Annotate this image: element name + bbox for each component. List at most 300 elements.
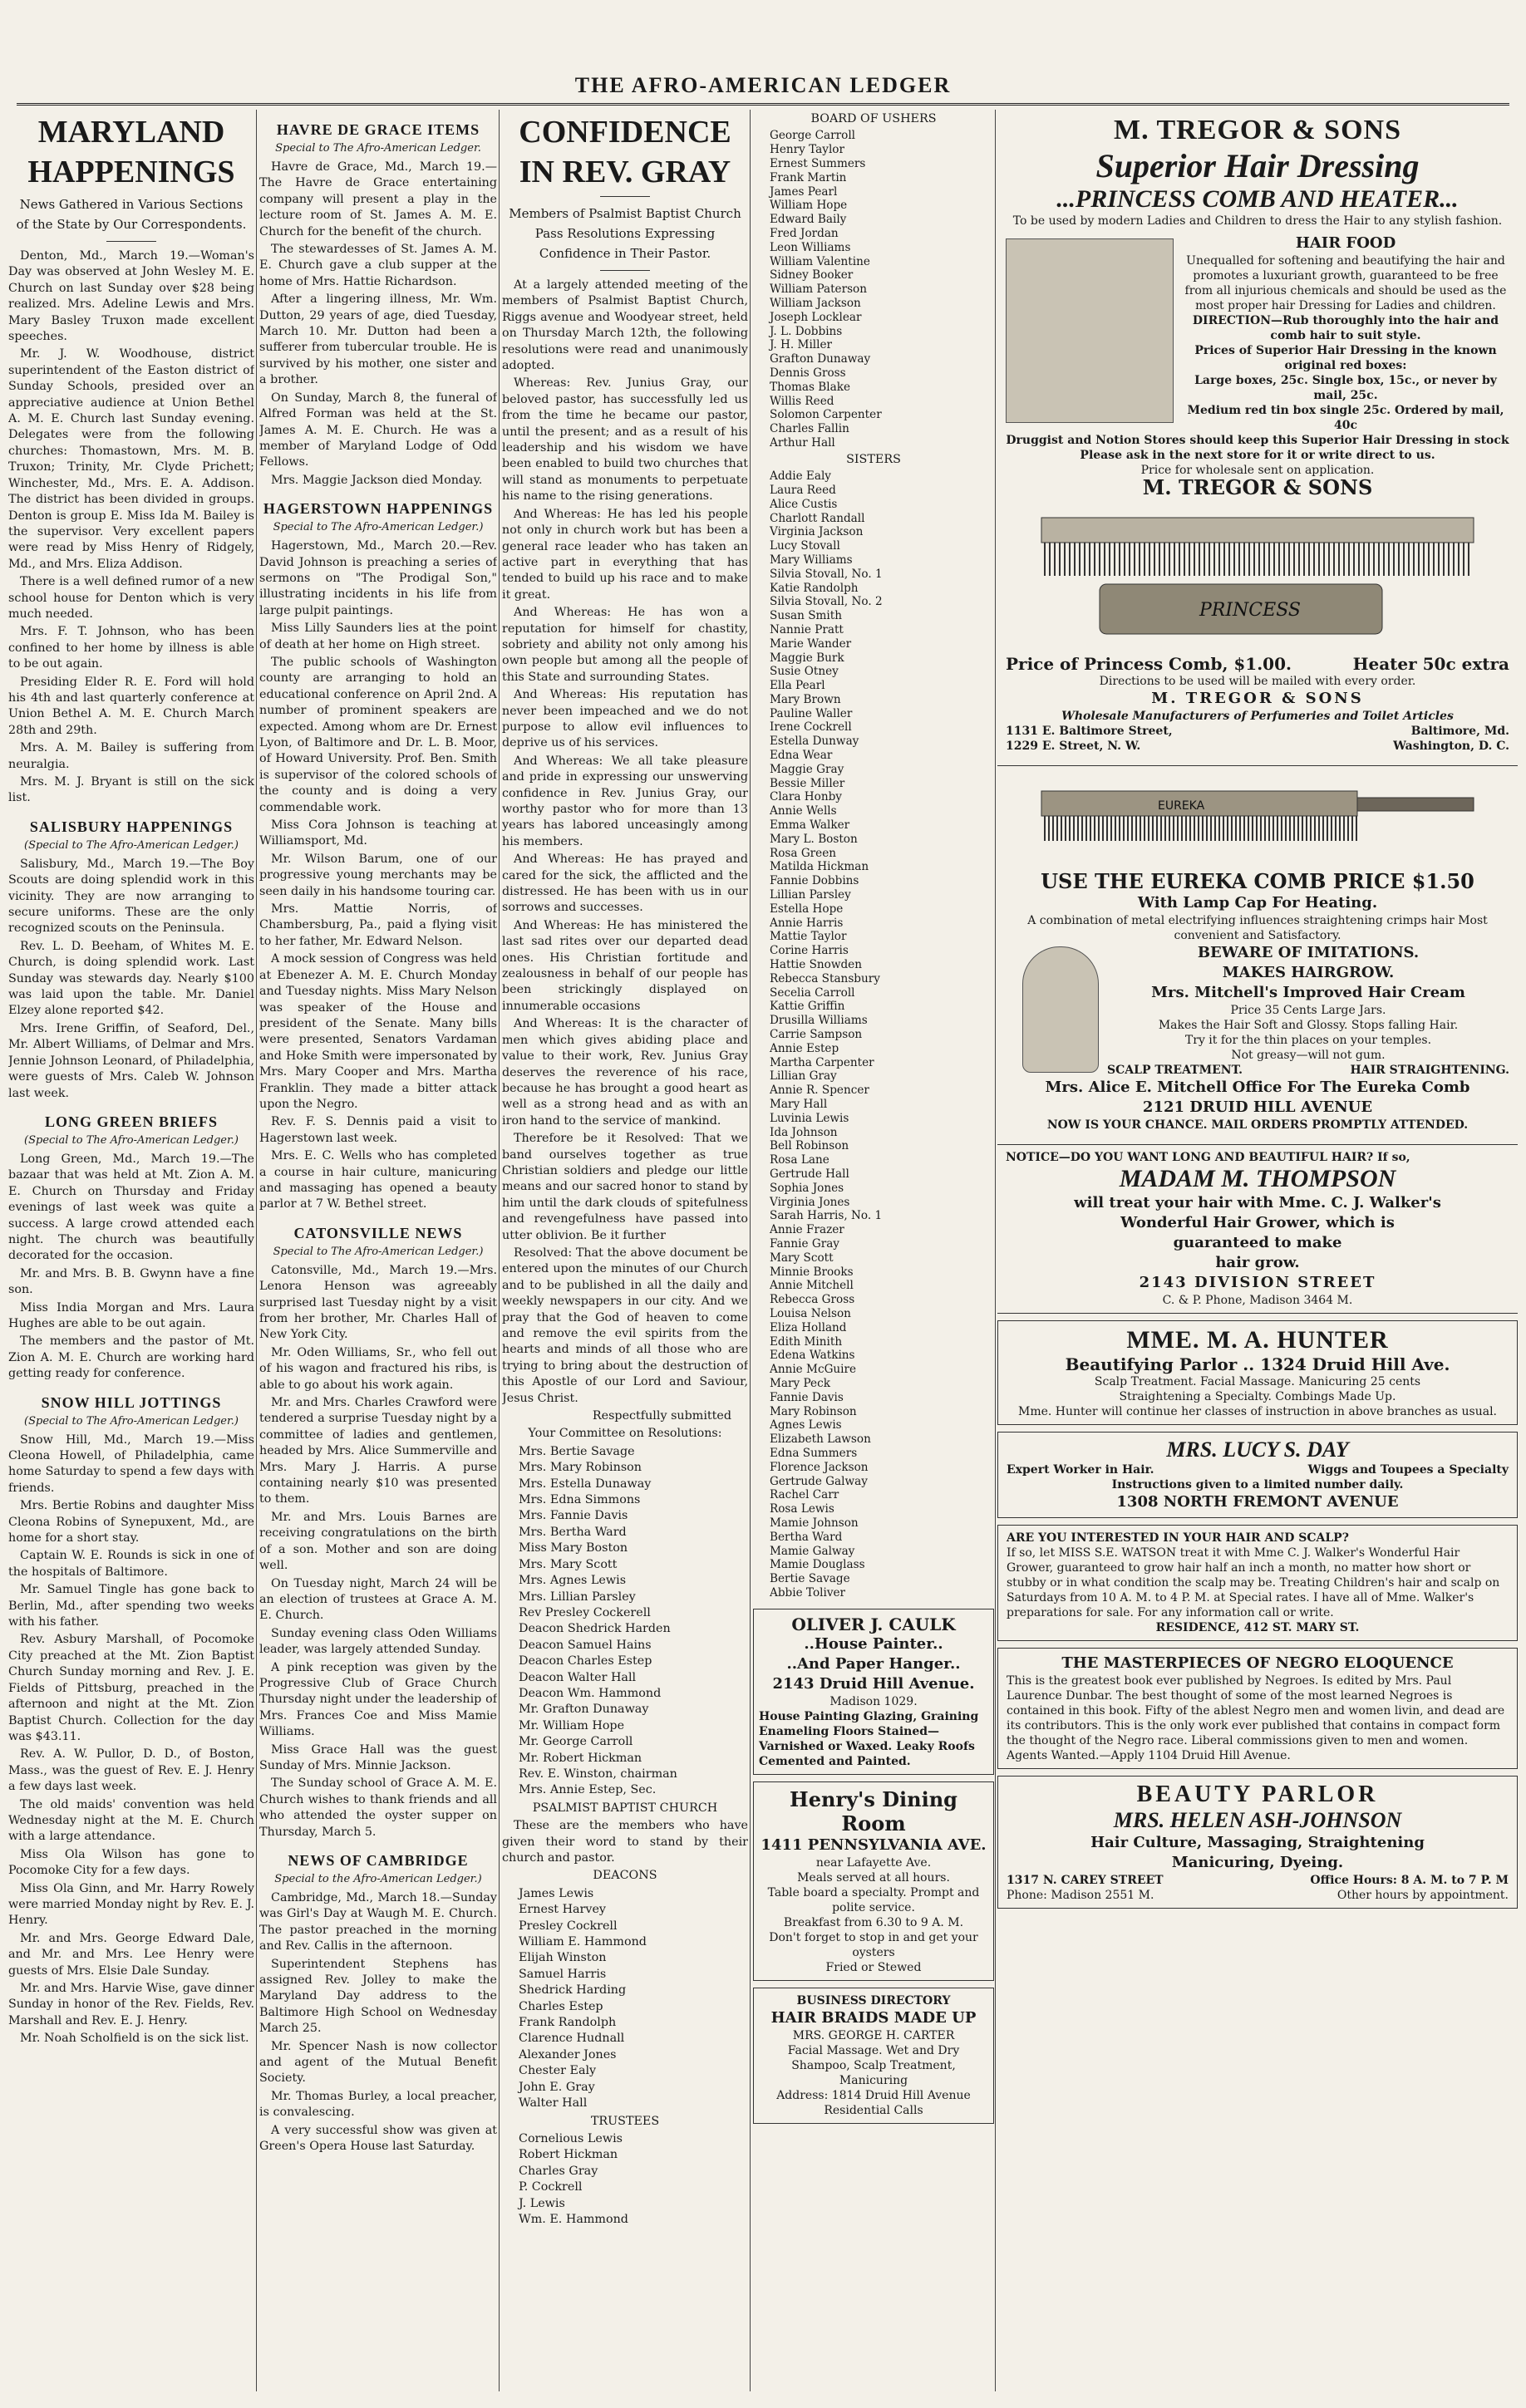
list-item: Edith Minith bbox=[770, 1334, 843, 1349]
article-paragraph: Mr. and Mrs. Harvie Wise, gave dinner Sunday in honor of the Rev. Fields, Rev. Marshall and Rev. E. J. Henry. bbox=[8, 1982, 254, 2027]
list-item: Rebecca Stansbury bbox=[770, 971, 880, 985]
article-paragraph: And Whereas: It is the character of men which gives abiding place and value to their work, Rev. Junius Gray deserves the reverence of his race, because he has brought a good heart as well as a strong head and as with an iron hand to the service of mankind. bbox=[502, 1017, 748, 1128]
article-paragraph: Therefore be it Resolved: That we band ourselves together as true Christian soldiers and pledge our little means and our sacred honor to stand by him until the dark clouds of spitefulness and revengefulness have passed into utter oblivion. Be it further bbox=[502, 1132, 748, 1242]
list-heading: SISTERS bbox=[846, 452, 901, 466]
list-item: Mary Williams bbox=[770, 553, 853, 567]
ad-line: With Lamp Cap For Heating. bbox=[1137, 894, 1378, 912]
list-item: William E. Hammond bbox=[519, 1935, 647, 1949]
list-item: Mrs. Bertie Savage bbox=[519, 1444, 635, 1458]
ad-address: 1229 E. Street, N. W. bbox=[1006, 740, 1141, 753]
list-item: Alice Custis bbox=[770, 497, 838, 511]
column-rule bbox=[995, 110, 996, 2391]
list-item: Rachel Carr bbox=[770, 1488, 839, 1502]
list-item: Emma Walker bbox=[770, 818, 850, 833]
list-item: Mrs. Edna Simmons bbox=[519, 1493, 641, 1507]
list-item: Fred Jordan bbox=[770, 226, 839, 240]
divider bbox=[106, 241, 156, 242]
list-item: Shedrick Harding bbox=[519, 1983, 627, 1998]
list-item: Virginia Jackson bbox=[770, 525, 864, 539]
column-rule bbox=[499, 110, 500, 2391]
list-heading: BOARD OF USHERS bbox=[810, 112, 937, 125]
ad-price: Price 35 Cents Large Jars. bbox=[1230, 1004, 1386, 1017]
ad-name: M. TREGOR & SONS bbox=[1114, 115, 1401, 145]
article-paragraph: Cambridge, Md., March 18.—Sunday was Girl's Day at Waugh M. E. Church. The pastor preached in the morning and Rev. Callis in the afternoon. bbox=[259, 1891, 497, 1953]
ad-line: BEWARE OF IMITATIONS. bbox=[1197, 944, 1420, 961]
list-item: Grafton Dunaway bbox=[770, 352, 871, 366]
directory-title: HAIR BRAIDS MADE UP bbox=[770, 2008, 977, 2027]
list-item: Annie R. Spencer bbox=[770, 1084, 869, 1098]
ad-caulk bbox=[753, 1609, 994, 1775]
signoff: Respectfully submitted bbox=[592, 1409, 731, 1423]
list-item: Mr. Robert Hickman bbox=[519, 1751, 642, 1765]
ad-name: MME. M. A. HUNTER bbox=[1126, 1326, 1389, 1354]
list-item: Mrs. Fannie Davis bbox=[519, 1509, 628, 1523]
ad-line: hair grow. bbox=[1215, 1254, 1300, 1271]
article-paragraph: Snow Hill, Md., March 19.—Miss Cleona Howell, of Philadelphia, came home Saturday to spend a few days with friends. bbox=[8, 1433, 254, 1495]
list-item: Hattie Snowden bbox=[770, 958, 862, 972]
article-paragraph: Havre de Grace, Md., March 19.—The Havre de Grace entertaining company will present a play in the lecture room of St. James A. M. E. Church for the benefit of the church. bbox=[259, 160, 497, 238]
list-item: Walter Hall bbox=[519, 2096, 588, 2111]
ad-phone: Madison 1029. bbox=[829, 1694, 918, 1708]
list-item: Rosa Lewis bbox=[770, 1502, 834, 1516]
ad-line: guaranteed to make bbox=[1173, 1234, 1342, 1251]
ad-line: Meals served at all hours. bbox=[797, 1870, 950, 1885]
list-item: Cornelious Lewis bbox=[519, 2131, 623, 2145]
ad-line: Expert Worker in Hair. bbox=[1007, 1463, 1154, 1477]
list-item: Deacon Samuel Hains bbox=[519, 1638, 652, 1652]
ad-line: Straightening a Specialty. Combings Made Up. bbox=[1119, 1390, 1396, 1403]
list-item: Mary Robinson bbox=[770, 1404, 857, 1418]
section-heading: HAGERSTOWN HAPPENINGS bbox=[263, 500, 494, 518]
article-paragraph: Sunday evening class Oden Williams leader, was largely attended Sunday. bbox=[259, 1626, 497, 1657]
ad-subtitle: Beautifying Parlor .. 1324 Druid Hill Ave. bbox=[1065, 1354, 1450, 1374]
ad-name: MRS. HELEN ASH-JOHNSON bbox=[1113, 1808, 1402, 1832]
ad-line: Scalp Treatment. Facial Massage. Manicuring 25 cents bbox=[1094, 1375, 1421, 1388]
section-heading: NEWS OF CAMBRIDGE bbox=[288, 1852, 469, 1869]
article-paragraph: Mr. and Mrs. George Edward Dale, and Mr. and Mrs. Lee Henry were guests of Mrs. Elsie Dale Sunday. bbox=[8, 1931, 254, 1978]
list-item: Sophia Jones bbox=[770, 1181, 844, 1195]
article-paragraph: A mock session of Congress was held at Ebenezer A. M. E. Church Monday and Tuesday nights. Miss Mary Nelson was speaker of the House and president of the Senate. Many bills were presented, Senators Vardaman and Hoke Smith were impersonated by Mrs. Mary Cooper and Mrs. Martha Franklin. They made a bitter attack upon the Negro. bbox=[259, 952, 497, 1111]
section-heading: SNOW HILL JOTTINGS bbox=[41, 1393, 222, 1411]
article-paragraph: Superintendent Stephens has assigned Rev. Jolley to make the Maryland Day address to the Baltimore High School on Wednesday March 25. bbox=[259, 1957, 497, 2036]
hair-dressing-tin-image bbox=[1006, 238, 1174, 423]
ad-name: M. TREGOR & SONS bbox=[1142, 475, 1373, 499]
article-paragraph: And Whereas: He has led his people not only in church work but has been a general race leader who has taken an active part in everything that has tended to build up his race and to make it great. bbox=[502, 507, 748, 602]
list-item: Annie McGuire bbox=[770, 1363, 857, 1377]
list-item: Matilda Hickman bbox=[770, 860, 869, 874]
list-item: Edward Baily bbox=[770, 213, 847, 227]
ad-line: HAIR STRAIGHTENING. bbox=[1350, 1064, 1509, 1077]
list-item: George Carroll bbox=[770, 129, 856, 143]
ad-masterpieces bbox=[997, 1648, 1518, 1769]
ad-title: USE THE EUREKA COMB PRICE $1.50 bbox=[1041, 869, 1474, 893]
list-item: Annie Mitchell bbox=[770, 1279, 854, 1293]
list-item: Bell Robinson bbox=[770, 1139, 849, 1153]
list-item: Deacon Wm. Hammond bbox=[519, 1686, 662, 1700]
article-paragraph: Resolved: That the above document be entered upon the minutes of our Church and to be published in all the daily and weekly newspapers in our city. And we pray that the God of heaven to come and remove the evil spirits from the hearts and minds of all those who are trying to bring about the destruction of this Apostle of our Lord and Saviour, Jesus Christ. bbox=[502, 1246, 748, 1405]
divider bbox=[600, 270, 650, 271]
article-paragraph: Mrs. Irene Griffin, of Seaford, Del., Mr. Albert Williams, of Delmar and Mrs. Jennie Johnson Leonard, of Philadelphia, were guests of Mrs. Caleb W. Johnson last week. bbox=[8, 1021, 254, 1100]
article-paragraph: Rev. F. S. Dennis paid a visit to Hagerstown last week. bbox=[259, 1115, 497, 1145]
list-item: Wm. E. Hammond bbox=[519, 2212, 628, 2226]
ad-line: Wonderful Hair Grower, which is bbox=[1120, 1214, 1395, 1231]
ad-hours: Other hours by appointment. bbox=[1336, 1889, 1509, 1902]
list-item: Joseph Locklear bbox=[770, 310, 862, 324]
ad-title: ARE YOU INTERESTED IN YOUR HAIR AND SCALP? bbox=[1007, 1531, 1349, 1545]
list-item: Mrs. Agnes Lewis bbox=[519, 1574, 627, 1588]
list-item: Laura Reed bbox=[770, 483, 836, 497]
ad-line: HAIR FOOD bbox=[1295, 234, 1396, 252]
list-item: Thomas Blake bbox=[770, 380, 851, 394]
list-item: Lillian Gray bbox=[770, 1069, 837, 1084]
ad-line: Hair Culture, Massaging, Straightening bbox=[1090, 1834, 1425, 1851]
article-paragraph: The public schools of Washington county are arranging to hold an educational conference on April 2nd. A number of prominent speakers are expected. Among whom are Dr. Ernest Lyon, of Baltimore and Dr. L. B. Moor, of Howard University. Prof. Ben. Smith is supervisor of the colored schools of the county and is doing a very commendable work. bbox=[259, 655, 497, 814]
article-paragraph: A very successful show was given at Green's Opera House last Saturday. bbox=[259, 2123, 497, 2154]
section-heading: HAVRE DE GRACE ITEMS bbox=[276, 121, 480, 138]
list-item: Frank Randolph bbox=[519, 2016, 617, 2030]
list-item: Frank Martin bbox=[770, 170, 847, 184]
list-item: Mr. William Hope bbox=[519, 1718, 625, 1732]
list-item: Mamie Johnson bbox=[770, 1516, 859, 1530]
ad-line: Mme. Hunter will continue her classes of instruction in above branches as usual. bbox=[1017, 1405, 1498, 1418]
ad-body: This is the greatest book ever published by Negroes. Is edited by Mrs. Paul Laurence Dunbar. The best thought of some of the most learned Negroes is contained in this book. Fifty of the ablest Negro men and women livin, and dead are its contributors. This is the only work ever published that contains in compact form the thought of the Negro race. Liberal commissions given to men and women. Agents Wanted.—Apply 1104 Druid Hill Avenue. bbox=[1007, 1674, 1505, 1762]
article-paragraph: Mr. Spencer Nash is now collector and agent of the Mutual Benefit Society. bbox=[259, 2039, 497, 2086]
list-item: Katie Randolph bbox=[770, 581, 859, 595]
list-item: Susie Otney bbox=[770, 665, 839, 679]
list-item: Silvia Stovall, No. 1 bbox=[770, 567, 883, 581]
article-paragraph: Catonsville, Md., March 19.—Mrs. Lenora Henson was agreeably surprised last Tuesday night by a visit from her brother, Mr. Charles Hall of New York City. bbox=[259, 1263, 497, 1342]
ad-city: Baltimore, Md. bbox=[1410, 725, 1509, 738]
list-item: Annie Estep bbox=[770, 1041, 839, 1055]
list-item: Lucy Stovall bbox=[770, 539, 840, 553]
list-item: Fannie Dobbins bbox=[770, 874, 859, 888]
list-heading: DEACONS bbox=[593, 1869, 657, 1883]
list-item: Leon Williams bbox=[770, 240, 851, 254]
article-paragraph: And Whereas: He has prayed and cared for the sick, the afflicted and the distressed. He has been with us in our sorrows and successes. bbox=[502, 853, 748, 915]
list-item: Bessie Miller bbox=[770, 776, 845, 790]
ad-eureka bbox=[997, 765, 1518, 1138]
list-item: Charlott Randall bbox=[770, 511, 865, 525]
ad-address: 2143 Druid Hill Avenue. bbox=[772, 1674, 975, 1693]
ad-line: Directions to be used will be mailed with every order. bbox=[1099, 675, 1416, 688]
list-item: Rosa Green bbox=[770, 846, 837, 860]
deacons-list bbox=[502, 1886, 748, 2112]
list-item: Secelia Carroll bbox=[770, 985, 855, 1000]
ad-title: BEAUTY PARLOR bbox=[1136, 1781, 1379, 1807]
list-item: Mary Peck bbox=[770, 1376, 830, 1390]
directory-name: MRS. GEORGE H. CARTER bbox=[792, 2028, 955, 2042]
list-item: Louisa Nelson bbox=[770, 1306, 851, 1320]
ad-line: near Lafayette Ave. bbox=[815, 1855, 932, 1870]
ad-address: RESIDENCE, 412 ST. MARY ST. bbox=[1155, 1621, 1360, 1634]
article-paragraph: The stewardesses of St. James A. M. E. Church gave a club supper at the home of Mrs. Hattie Richardson. bbox=[259, 243, 497, 288]
ad-line: Manicuring, Dyeing. bbox=[1171, 1854, 1344, 1871]
ad-name: MRS. LUCY S. DAY bbox=[1166, 1437, 1349, 1462]
article-paragraph: These are the members who have given their word to stand by their church and pastor. bbox=[502, 1819, 748, 1865]
list-item: Mamie Douglass bbox=[770, 1558, 865, 1572]
list-item: Mary Hall bbox=[770, 1098, 828, 1111]
list-item: Clara Honby bbox=[770, 790, 842, 804]
article-paragraph: Hagerstown, Md., March 20.—Rev. David Johnson is preaching a series of sermons on "The Prodigal Son," illustrating incidents in his life from large pulpit paintings. bbox=[259, 539, 497, 617]
list-item: Mrs. Lillian Parsley bbox=[519, 1590, 636, 1604]
list-item: Kattie Griffin bbox=[770, 1000, 845, 1014]
list-item: Elizabeth Lawson bbox=[770, 1433, 871, 1447]
list-item: Drusilla Williams bbox=[770, 1014, 868, 1028]
list-item: Clarence Hudnall bbox=[519, 2032, 625, 2046]
list-item: Mr. Grafton Dunaway bbox=[519, 1703, 649, 1717]
list-item: Florence Jackson bbox=[770, 1460, 869, 1474]
ad-line: Table board a specialty. Prompt and polite service. bbox=[767, 1885, 980, 1914]
trustees-list bbox=[502, 2131, 748, 2228]
ad-line: Wiggs and Toupees a Specialty bbox=[1307, 1463, 1509, 1477]
byline: Special to The Afro-American Ledger. bbox=[275, 142, 481, 155]
article-paragraph: Mr. Thomas Burley, a local preacher, is convalescing. bbox=[259, 2089, 497, 2120]
ad-line: Instructions given to a limited number daily. bbox=[1111, 1478, 1404, 1491]
section-heading: SALISBURY HAPPENINGS bbox=[29, 818, 234, 835]
ad-title: THE MASTERPIECES OF NEGRO ELOQUENCE bbox=[1061, 1654, 1454, 1672]
list-item: Mrs. Annie Estep, Sec. bbox=[519, 1783, 657, 1797]
article-paragraph: The Sunday school of Grace A. M. E. Church wishes to thank friends and all who attended the oyster supper on Thursday, March 5. bbox=[259, 1777, 497, 1839]
article-paragraph: Miss Ola Wilson has gone to Pocomoke City for a few days. bbox=[8, 1847, 254, 1878]
list-item: Corine Harris bbox=[770, 944, 849, 958]
article-paragraph: Mrs. Mattie Norris, of Chambersburg, Pa., paid a flying visit to her father, Mr. Edward Nelson. bbox=[259, 902, 497, 948]
masthead bbox=[17, 73, 1509, 106]
eureka-label: EUREKA bbox=[1158, 799, 1205, 813]
byline: Special to the Afro-American Ledger.) bbox=[274, 1873, 482, 1885]
article-paragraph: Mr. and Mrs. Louis Barnes are receiving congratulations on the birth of a son. Mother and son are doing well. bbox=[259, 1510, 497, 1573]
list-item: William Hope bbox=[770, 199, 848, 213]
ad-name: OLIVER J. CAULK bbox=[791, 1614, 956, 1634]
ad-address: 1317 N. CAREY STREET bbox=[1007, 1874, 1164, 1887]
list-item: J. H. Miller bbox=[770, 338, 833, 352]
list-item: Mrs. Mary Robinson bbox=[519, 1461, 642, 1475]
ad-address: 2121 DRUID HILL AVENUE bbox=[1142, 1098, 1373, 1116]
list-item: Maggie Burk bbox=[770, 651, 844, 665]
article-paragraph: After a lingering illness, Mr. Wm. Dutton, 29 years of age, died Tuesday, March 10. Mr. Dutton had been a sufferer from tubercular trouble. He is survived by his mother, one sister and a brother. bbox=[259, 292, 497, 387]
heater-price: Heater 50c extra bbox=[1352, 654, 1509, 674]
list-item: William Valentine bbox=[770, 254, 870, 268]
list-item: Edna Summers bbox=[770, 1446, 858, 1460]
article-paragraph: There is a well defined rumor of a new school house for Denton which is very much needed. bbox=[8, 575, 254, 621]
list-item: Martha Carpenter bbox=[770, 1055, 874, 1069]
column-rule bbox=[256, 110, 257, 2391]
directory-line: Residential Calls bbox=[824, 2103, 923, 2117]
article-paragraph: Mrs. E. C. Wells who has completed a course in hair culture, manicuring and massaging has opened a beauty parlor at 7 W. Bethel street. bbox=[259, 1149, 497, 1211]
list-item: Lillian Parsley bbox=[770, 888, 851, 902]
article-paragraph: And Whereas: He has ministered the last sad rites over our departed dead ones. His Christian fortitude and zealousness in behalf of our people has been strickingly displayed on innumerable occasions bbox=[502, 918, 748, 1013]
eureka-comb-image bbox=[1025, 774, 1490, 866]
list-item: Miss Mary Boston bbox=[519, 1541, 628, 1555]
list-item: Annie Frazer bbox=[770, 1223, 844, 1237]
headline-line: IN REV. GRAY bbox=[519, 155, 731, 189]
list-item: Mary L. Boston bbox=[770, 832, 858, 846]
article-paragraph: Captain W. E. Rounds is sick in one of the hospitals of Baltimore. bbox=[8, 1549, 254, 1579]
ad-office: Mrs. Alice E. Mitchell Office For The Eureka Comb bbox=[1045, 1079, 1470, 1096]
article-paragraph: Salisbury, Md., March 19.—The Boy Scouts are doing splendid work in this vicinity. They are now arranging to secure uniforms. These are the only recognized scouts on the Peninsula. bbox=[8, 857, 254, 936]
ad-beauty-parlor bbox=[997, 1776, 1518, 1909]
article-paragraph: Mr. J. W. Woodhouse, district superintendent of the Easton district of Sunday Schools, presided over an appreciative audience at Union Bethel A. M. E. Church last Sunday evening. Delegates were from the following churches: Thomastown, Mrs. M. B. Truxon; Trinity, Mr. Clyde Prichett; Winchester, Md., Mrs. E. A. Addison. The district has been divided in groups. Denton is group E. Miss Ida M. Bailey is the supervisor. Very excellent papers were read by Miss Henry of Ridgely, Md., and Mrs. Eliza Addison. bbox=[8, 347, 254, 571]
list-item: Luvinia Lewis bbox=[770, 1111, 849, 1125]
column-4 bbox=[753, 110, 994, 2130]
list-item: Mrs. Estella Dunaway bbox=[519, 1477, 652, 1491]
ad-desc: House Painting Glazing, Graining Enameling Floors Stained—Varnished or Waxed. Leaky Roofs Cemented and Painted. bbox=[759, 1709, 979, 1768]
ad-line: ..House Painter.. bbox=[804, 1634, 943, 1653]
article-paragraph: Presiding Elder R. E. Ford will hold his 4th and last quarterly conference at Union Bethel A. M. E. Church March 28th and 29th. bbox=[8, 675, 254, 737]
list-item: Arthur Hall bbox=[770, 435, 835, 450]
list-item: Gertrude Hall bbox=[770, 1167, 849, 1181]
list-item: Willis Reed bbox=[770, 394, 834, 408]
list-item: Charles Estep bbox=[519, 1999, 603, 2013]
ad-line: NOW IS YOUR CHANCE. MAIL ORDERS PROMPTLY ATTENDED. bbox=[1046, 1118, 1469, 1132]
list-item: Marie Wander bbox=[770, 636, 852, 651]
article-paragraph: And Whereas: We all take pleasure and pride in expressing our unswerving confidence in Rev. Junius Gray, our worthy pastor who for more than 13 years has labored unceasingly among his members. bbox=[502, 754, 748, 848]
list-item: Ella Pearl bbox=[770, 679, 825, 693]
list-item: William Paterson bbox=[770, 283, 868, 297]
directory-line: Facial Massage. Wet and Dry Shampoo, Scalp Treatment, Manicuring bbox=[787, 2043, 960, 2087]
list-item: Carrie Sampson bbox=[770, 1028, 863, 1042]
ad-line: Breakfast from 6.30 to 9 A. M. bbox=[783, 1915, 964, 1929]
article-paragraph: Miss India Morgan and Mrs. Laura Hughes are able to be out again. bbox=[8, 1300, 254, 1330]
list-item: Deacon Walter Hall bbox=[519, 1670, 637, 1684]
list-item: Rosa Lane bbox=[770, 1153, 829, 1167]
section-heading: LONG GREEN BRIEFS bbox=[44, 1113, 219, 1130]
list-item: Rev. E. Winston, chairman bbox=[519, 1767, 677, 1781]
business-directory bbox=[753, 1988, 994, 2124]
list-item: Henry Taylor bbox=[770, 143, 844, 157]
article-paragraph: And Whereas: He has won a reputation for himself for chastity, sobriety and ability not only among his own people but among all the people of this State and surrounding States. bbox=[502, 606, 748, 684]
article-paragraph: Mr. Wilson Barum, one of our progressive young merchants may be seen daily in his handsome touring car. bbox=[259, 852, 497, 898]
ad-line: Druggist and Notion Stores should keep this Superior Hair Dressing in stock Please ask in the next store for it or write direct to us. bbox=[1006, 434, 1509, 462]
ad-line: SCALP TREATMENT. bbox=[1107, 1064, 1243, 1077]
deck: Members of Psalmist Baptist Church Pass Resolutions Expressing Confidence in Their Pastor. bbox=[509, 206, 741, 261]
directory-heading: BUSINESS DIRECTORY bbox=[796, 1993, 951, 2007]
article-paragraph: Rev. L. D. Beeham, of Whites M. E. Church, is doing splendid work. Last Sunday was stewards day. Nearly $100 was laid upon the table. Mr. Daniel Elzey alone reported $42. bbox=[8, 939, 254, 1018]
list-item: Mary Scott bbox=[770, 1251, 834, 1265]
list-item: Fannie Davis bbox=[770, 1390, 844, 1404]
ad-price: Large boxes, 25c. Single box, 15c., or never by mail, 25c. bbox=[1194, 374, 1497, 402]
list-item: Charles Fallin bbox=[770, 422, 849, 436]
column-5-ads bbox=[997, 110, 1518, 1915]
ad-line: Price for wholesale sent on application. bbox=[1140, 464, 1375, 477]
ad-subtitle: Superior Hair Dressing bbox=[1095, 147, 1420, 184]
list-item: Solomon Carpenter bbox=[770, 408, 882, 422]
list-item: J. Lewis bbox=[519, 2196, 565, 2210]
column-1 bbox=[8, 110, 254, 2049]
list-item: Mary Brown bbox=[770, 692, 841, 706]
ad-henrys bbox=[753, 1781, 994, 1981]
ad-phone: Phone: Madison 2551 M. bbox=[1007, 1889, 1154, 1902]
ad-line: ...PRINCESS COMB AND HEATER... bbox=[1056, 185, 1459, 213]
article-paragraph: Mr. and Mrs. B. B. Gwynn have a fine son. bbox=[8, 1266, 254, 1297]
list-item: Mamie Galway bbox=[770, 1544, 855, 1558]
section-heading: CATONSVILLE NEWS bbox=[293, 1224, 463, 1241]
article-paragraph: Rev. Asbury Marshall, of Pocomoke City preached at the Mt. Zion Baptist Church Sunday morning and Rev. J. E. Fields of Pittsburg, preached in the afternoon and night at the Mt. Zion Baptist Church. Collection for the day was $43.11. bbox=[8, 1633, 254, 1743]
ad-phone: C. & P. Phone, Madison 3464 M. bbox=[1162, 1294, 1353, 1307]
column-2 bbox=[259, 110, 497, 2157]
headline-line: MARYLAND bbox=[37, 115, 225, 150]
list-item: Alexander Jones bbox=[519, 2047, 617, 2062]
ad-price: Medium red tin box single 25c. Ordered by mail, 40c bbox=[1187, 404, 1504, 432]
list-item: Gertrude Galway bbox=[770, 1474, 868, 1488]
list-item: Fannie Gray bbox=[770, 1236, 839, 1251]
list-item: Sarah Harris, No. 1 bbox=[770, 1209, 883, 1223]
list-heading: PSALMIST BAPTIST CHURCH bbox=[532, 1801, 718, 1815]
list-item: J. L. Dobbins bbox=[770, 324, 843, 338]
article-paragraph: At a largely attended meeting of the members of Psalmist Baptist Church, Riggs avenue and Woodyear street, held on Thursday March 12th, the following resolutions were read and unanimously adopted. bbox=[502, 278, 748, 373]
article-paragraph: Mr. Samuel Tingle has gone back to Berlin, Md., after spending two weeks with his father. bbox=[8, 1583, 254, 1629]
list-item: Edena Watkins bbox=[770, 1349, 855, 1363]
list-item: Ida Johnson bbox=[770, 1125, 838, 1139]
list-item: Silvia Stovall, No. 2 bbox=[770, 595, 883, 609]
article-paragraph: Mr. Noah Scholfield is on the sick list. bbox=[20, 2032, 249, 2046]
article-paragraph: A pink reception was given by the Progressive Club of Grace Church Thursday night under the leadership of Mrs. Frances Coe and Miss Mamie Williams. bbox=[259, 1660, 497, 1739]
ushers-list bbox=[753, 129, 994, 450]
ad-line: MAKES HAIRGROW. bbox=[1222, 964, 1395, 981]
list-item: Rebecca Gross bbox=[770, 1293, 855, 1307]
list-item: Agnes Lewis bbox=[770, 1418, 842, 1433]
article-paragraph: Whereas: Rev. Junius Gray, our beloved pastor, has successfully led us from the time he became our pastor, until the present; and as a result of his leadership and his wisdom we have been enabled to build two churches that will stand as monuments to perpetuate his name to the rising generations. bbox=[502, 376, 748, 504]
ad-product: Mrs. Mitchell's Improved Hair Cream bbox=[1151, 984, 1465, 1001]
list-item: Minnie Brooks bbox=[770, 1265, 854, 1279]
article-paragraph: Rev. A. W. Pullor, D. D., of Boston, Mass., was the guest of Rev. E. J. Henry a few days last week. bbox=[8, 1747, 254, 1794]
directory-address: Address: 1814 Druid Hill Avenue bbox=[776, 2088, 971, 2102]
deck: News Gathered in Various Sections of the State by Our Correspondents. bbox=[16, 197, 247, 232]
ad-line: Don't forget to stop in and get your oysters bbox=[769, 1930, 978, 1959]
list-item: Annie Harris bbox=[770, 916, 844, 930]
list-item: Irene Cockrell bbox=[770, 720, 852, 735]
list-item: Sidney Booker bbox=[770, 268, 854, 283]
article-paragraph: Miss Cora Johnson is teaching at Williamsport, Md. bbox=[259, 818, 497, 848]
article-paragraph: Mr. Oden Williams, Sr., who fell out of his wagon and fractured his ribs, is able to go about his work again. bbox=[259, 1345, 497, 1392]
ad-line: DIRECTION—Rub thoroughly into the hair and comb hair to suit style. bbox=[1192, 314, 1499, 342]
article-paragraph: Mrs. A. M. Bailey is suffering from neuralgia. bbox=[8, 741, 254, 771]
column-3 bbox=[502, 110, 748, 2228]
ad-address: 1411 PENNSYLVANIA AVE. bbox=[761, 1835, 987, 1854]
ad-hours: Office Hours: 8 A. M. to 7 P. M bbox=[1310, 1874, 1509, 1887]
list-item: William Jackson bbox=[770, 296, 861, 310]
list-heading: TRUSTEES bbox=[590, 2114, 660, 2128]
article-paragraph: On Sunday, March 8, the funeral of Alfred Forman was held at the St. James A. M. E. Church. He was a member of Maryland Lodge of Odd Fellows. bbox=[259, 391, 497, 469]
list-item: Mattie Taylor bbox=[770, 930, 847, 944]
comb-price: Price of Princess Comb, $1.00. bbox=[1006, 654, 1292, 674]
list-item: Robert Hickman bbox=[519, 2148, 618, 2162]
list-heading: Your Committee on Resolutions: bbox=[528, 1427, 722, 1441]
ad-line: Wholesale Manufacturers of Perfumeries and Toilet Articles bbox=[1061, 710, 1454, 723]
list-item: Mrs. Mary Scott bbox=[519, 1557, 618, 1571]
list-item: Rev Presley Cockerell bbox=[519, 1605, 651, 1619]
list-item: Nannie Pratt bbox=[770, 622, 844, 636]
list-item: Ernest Harvey bbox=[519, 1903, 607, 1917]
ad-city: Washington, D. C. bbox=[1393, 740, 1509, 753]
ad-line: NOTICE—DO YOU WANT LONG AND BEAUTIFUL HAIR? If so, bbox=[1006, 1151, 1410, 1164]
list-item: James Pearl bbox=[770, 184, 838, 199]
ad-line: A combination of metal electrifying influences straightening crimps hair Most convenient and Satisfactory. bbox=[1027, 914, 1488, 942]
article-paragraph: Mrs. Bertie Robins and daughter Miss Cleona Robins of Synepuxent, Md., are home for a short stay. bbox=[8, 1499, 254, 1546]
article-paragraph: The old maids' convention was held Wednesday night at the M. E. Church with a large attendance. bbox=[8, 1797, 254, 1844]
article-paragraph: Denton, Md., March 19.—Woman's Day was observed at John Wesley M. E. Church on last Sunday over $28 being realized. Mrs. Adeline Lewis and Mrs. Mary Basley Truxon made excellent speeches. bbox=[8, 249, 254, 344]
byline: Special to The Afro-American Ledger.) bbox=[273, 1245, 484, 1258]
divider bbox=[600, 196, 650, 197]
list-item: Annie Wells bbox=[770, 804, 837, 818]
ad-name: Henry's Dining Room bbox=[790, 1786, 957, 1835]
list-item: Pauline Waller bbox=[770, 706, 853, 720]
committee-list bbox=[502, 1444, 748, 1799]
ad-line: Try it for the thin places on your temples. bbox=[1184, 1034, 1432, 1047]
ad-hunter bbox=[997, 1320, 1518, 1425]
ad-body: If so, let MISS S.E. WATSON treat it with Mme C. J. Walker's Wonderful Hair Grower, guaranteed to grow hair half an inch a month, no matter how short or stubby or in what condition the scalp may be. Treating Children's hair and scalp on Saturdays from 10 A. M. to 4 P. M. at Special rates. I have all of Mme. Walker's preparations for sale. For any information call or write. bbox=[1007, 1546, 1500, 1619]
ad-watson bbox=[997, 1525, 1518, 1641]
list-item: Deacon Shedrick Harden bbox=[519, 1622, 671, 1636]
